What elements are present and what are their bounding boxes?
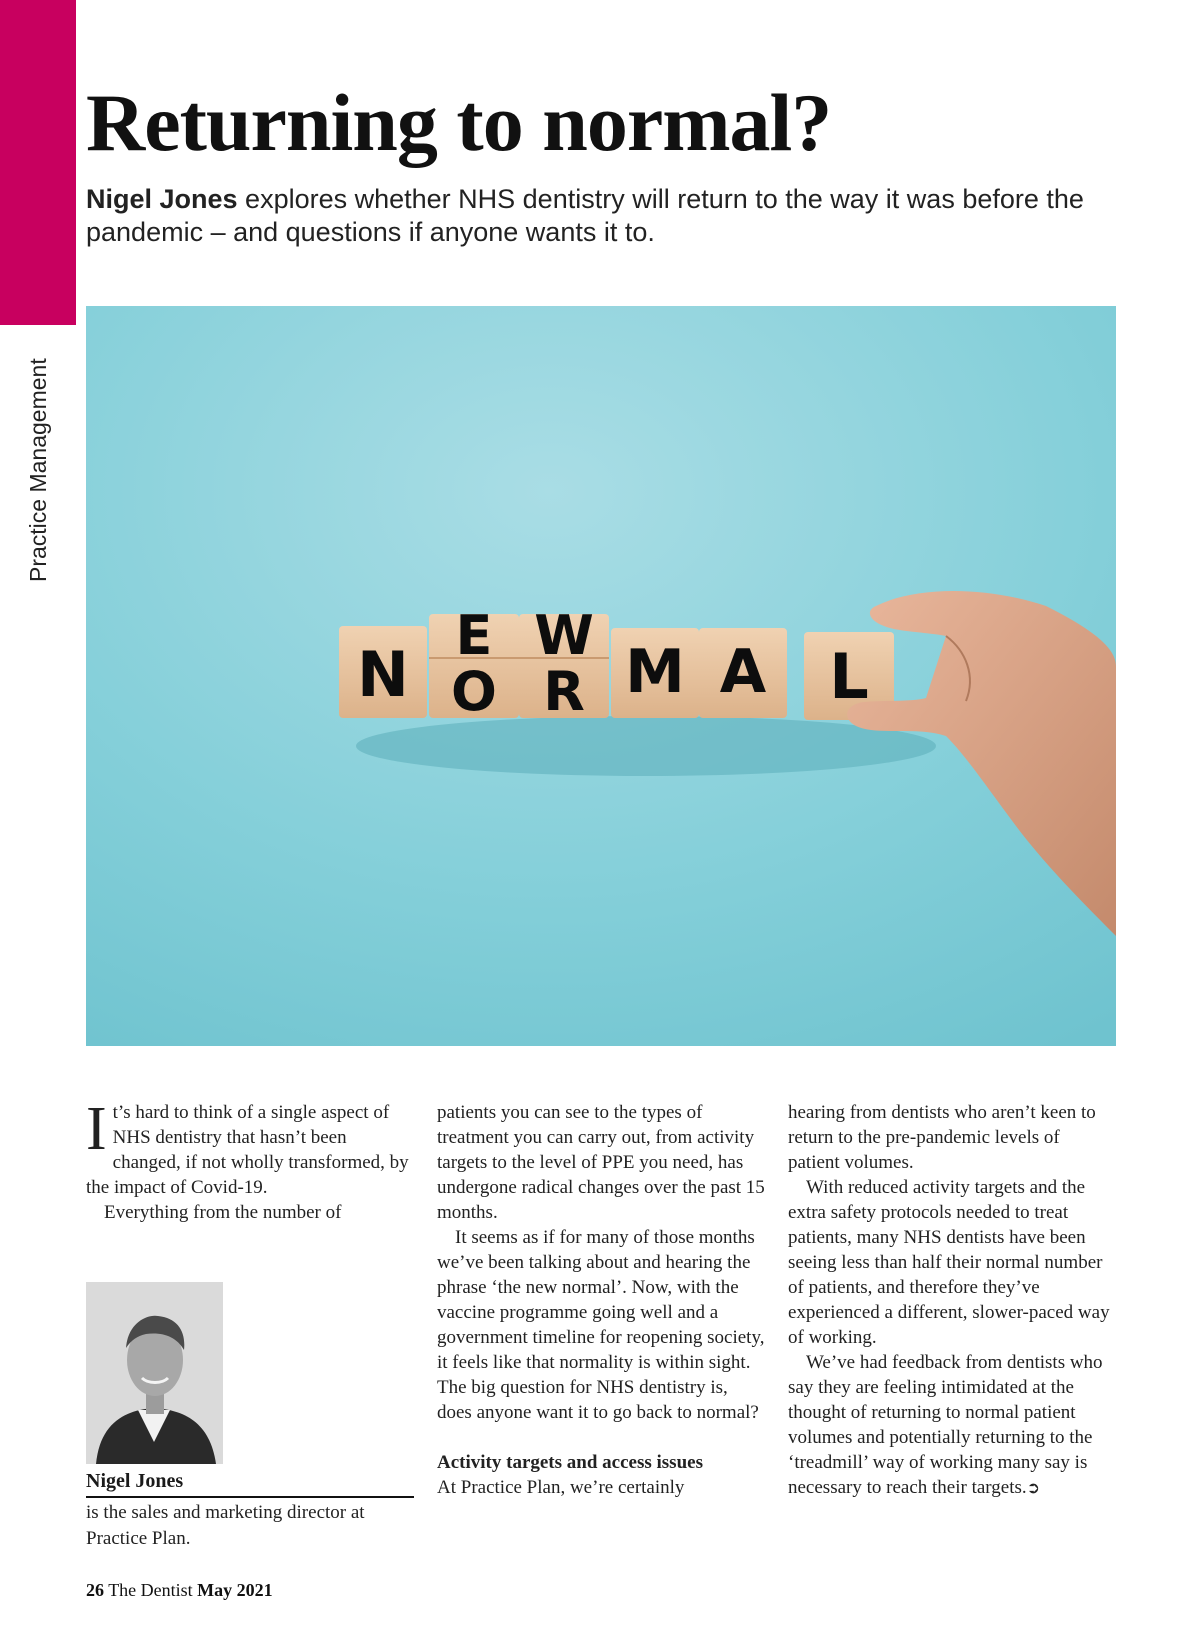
body-column-1 — [86, 1095, 414, 1225]
hero-illustration — [86, 306, 1116, 1046]
body-paragraph: It seems as if for many of those months we’ve been talking about and hearing the phrase ‘the new normal’. Now, with the vaccine programme going well and a government timeline for reopening society, it feels like that normality is within sight. The big question for NHS dentistry is, does anyone want it to go back to normal? — [437, 1227, 765, 1423]
standfirst — [86, 183, 1126, 249]
body-paragraph: With reduced activity targets and the extra safety protocols needed to treat patients, many NHS dentists have been seeing less than half their normal number of patients, and therefore they’ve experienced a different, slower-paced way of working. — [788, 1177, 1110, 1348]
body-paragraph: It’s hard to think of a single aspect of NHS dentistry that hasn’t been changed, if not wholly transformed, by the impact of Covid-19. — [86, 1095, 409, 1198]
block-letter-n: N — [357, 638, 409, 711]
standfirst-author: Nigel Jones — [86, 184, 238, 214]
body-paragraph: At Practice Plan, we’re certainly — [437, 1477, 685, 1498]
body-paragraph: hearing from dentists who aren’t keen to return to the pre-pandemic levels of patient volumes. — [788, 1102, 1096, 1173]
body-column-2 — [437, 1100, 765, 1500]
body-paragraph: We’ve had feedback from dentists who say they are feeling intimidated at the thought of returning to normal patient volumes and potentially returning to the ‘treadmill’ way of working many say is necessary to reach their targets.➲ — [788, 1352, 1103, 1498]
block-letter-a: A — [719, 637, 767, 707]
avatar — [86, 1282, 223, 1464]
issue-date: May 2021 — [197, 1580, 273, 1600]
body-column-3 — [788, 1100, 1116, 1501]
block-letter-m: M — [625, 637, 685, 707]
hero-image — [86, 306, 1116, 1046]
body-paragraph: Everything from the number of — [104, 1202, 342, 1223]
subheading: Activity targets and access issues — [437, 1452, 703, 1473]
block-letter-e: E — [455, 604, 493, 667]
publication-name: The Dentist — [108, 1580, 193, 1600]
block-letter-r: R — [543, 660, 585, 723]
block-letter-l: L — [829, 640, 869, 713]
author-photo — [86, 1282, 223, 1464]
continue-arrow-icon: ➲ — [1026, 1480, 1041, 1497]
page-title: Returning to normal? — [86, 77, 832, 168]
block-letter-w: W — [534, 604, 594, 667]
section-label-text: Practice Management — [25, 358, 51, 582]
block-letter-o: O — [451, 660, 497, 723]
author-role: is the sales and marketing director at Practice Plan. — [86, 1502, 365, 1549]
body-paragraph: patients you can see to the types of treatment you can carry out, from activity targets to the level of PPE you need, has undergone radical changes over the past 15 months. — [437, 1102, 765, 1223]
section-color-bar — [0, 0, 76, 325]
page-number: 26 — [86, 1580, 104, 1600]
author-name: Nigel Jones — [86, 1468, 414, 1498]
standfirst-text: explores whether NHS dentistry will return to the way it was before the pandemic – and questions if anyone wants it to. — [86, 184, 1084, 247]
drop-cap: I — [86, 1095, 107, 1163]
page-footer — [86, 1580, 273, 1601]
section-label — [22, 338, 54, 588]
